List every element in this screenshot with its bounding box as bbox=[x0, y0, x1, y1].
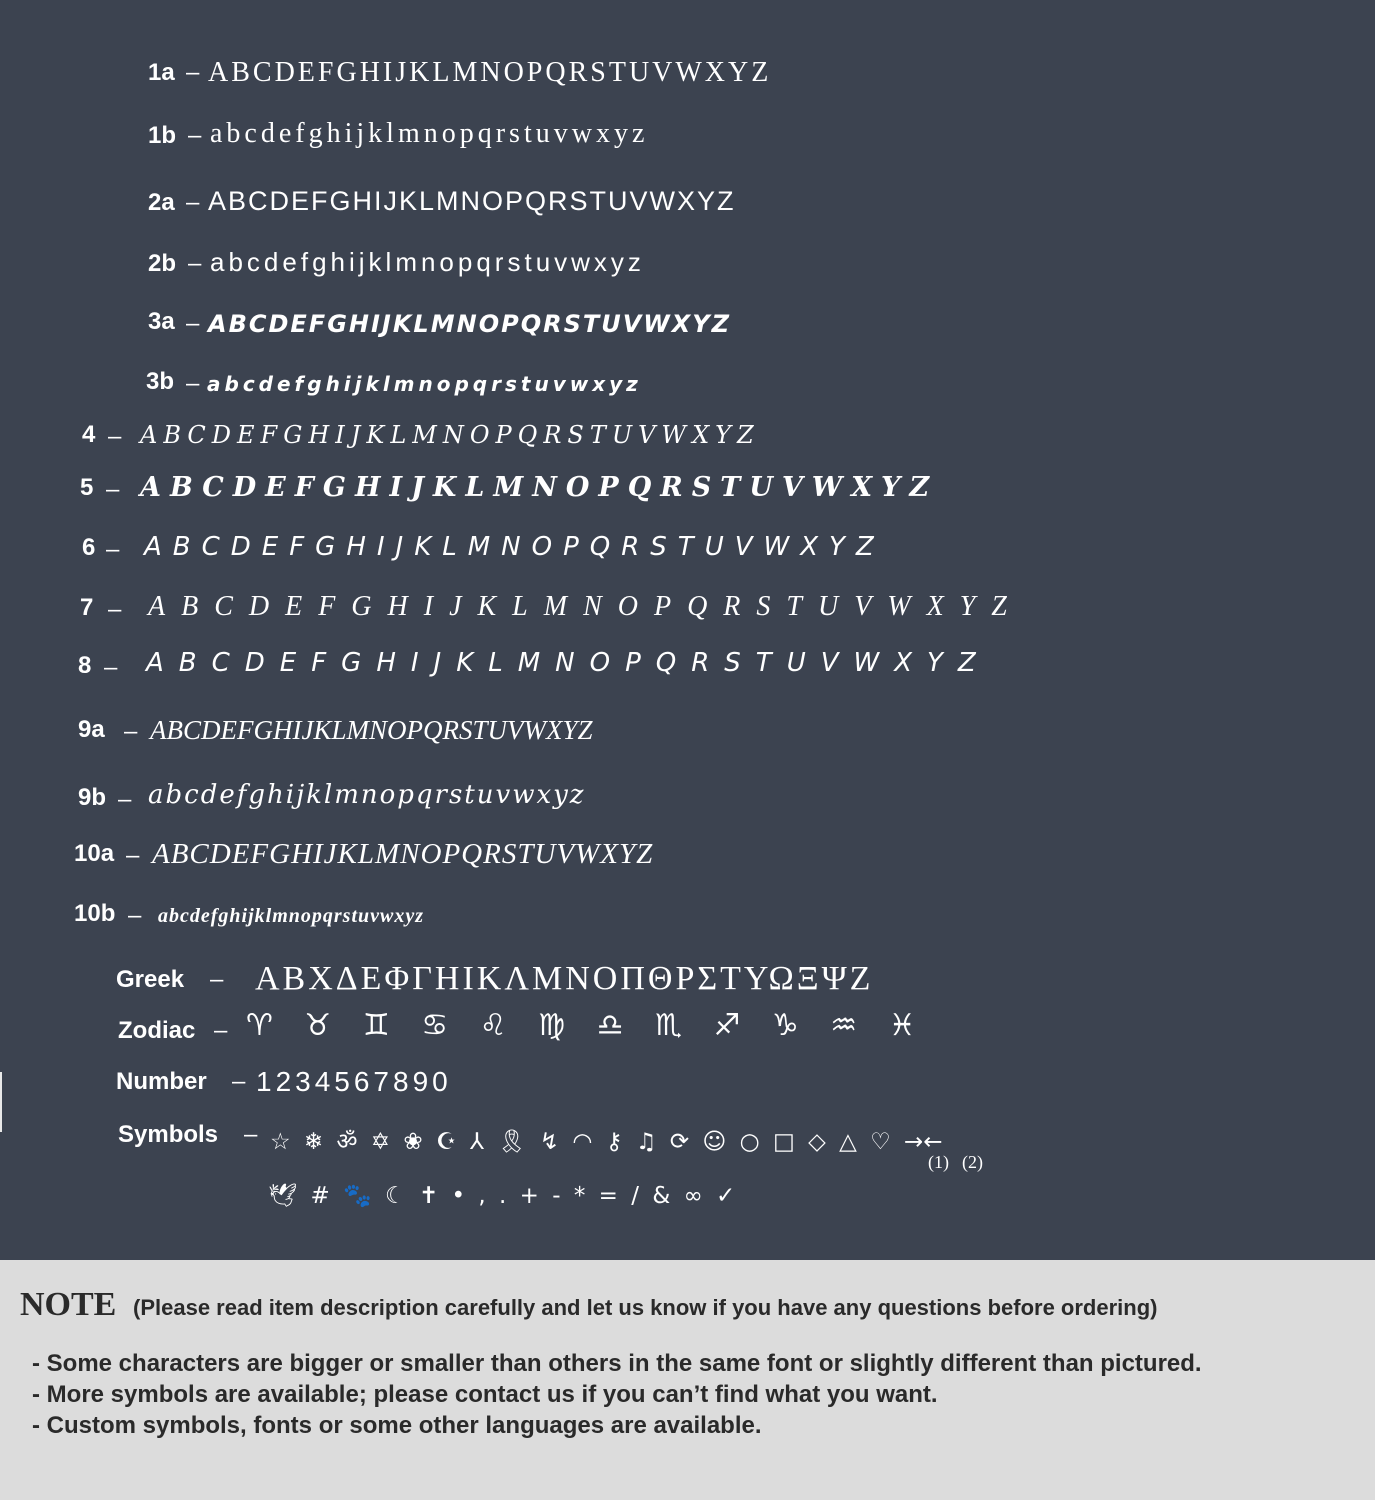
font-sample: abcdefghijklmnopqrstuvwxyz bbox=[158, 905, 425, 927]
separator-dash: – bbox=[244, 1121, 258, 1148]
font-sample: ABCDEFGHIJKLMNOPQRSTUVWXYZ bbox=[208, 310, 732, 338]
font-sample: ABCDEFGHIJKLMNOPQRSTUVWXYZ bbox=[146, 648, 991, 678]
font-sample: abcdefghijklmnopqrstuvwxyz bbox=[148, 780, 586, 810]
symbols-label: Symbols bbox=[118, 1121, 219, 1148]
arrow-left-note: (2) bbox=[962, 1152, 983, 1172]
font-label: 1a bbox=[148, 59, 175, 86]
font-label: 7 bbox=[80, 594, 94, 621]
left-edge-mark bbox=[0, 1072, 2, 1132]
font-label: 4 bbox=[82, 421, 96, 448]
font-label: 10b bbox=[74, 900, 116, 927]
font-sample: ABCDEFGHIJKLMNOPQRSTUVWXYZ bbox=[208, 186, 736, 216]
separator-dash: – bbox=[128, 902, 142, 929]
note-bullet: - Custom symbols, fonts or some other languages are available. bbox=[32, 1412, 762, 1439]
symbols-line-1: ☆ ❄ ॐ ✡ ❀ ☪ ⅄ 🎗 ↯ ◠ ⚷ ♫ ⟳ ☺ ○ □ ◇ △ ♡ →← bbox=[270, 1129, 943, 1155]
separator-dash: – bbox=[210, 966, 224, 993]
font-sample: abcdefghijklmnopqrstuvwxyz bbox=[207, 372, 642, 396]
font-label: 2a bbox=[148, 189, 175, 216]
separator-dash: – bbox=[118, 786, 132, 813]
font-label: 1b bbox=[148, 122, 177, 149]
font-label: 6 bbox=[82, 534, 96, 561]
separator-dash: – bbox=[188, 122, 202, 149]
separator-dash: – bbox=[106, 536, 120, 563]
font-sample: ABCDEFGHIJKLMNOPQRSTUVWXYZ bbox=[140, 472, 939, 503]
note-bullet: - More symbols are available; please contact us if you can’t find what you want. bbox=[32, 1381, 938, 1408]
greek-label: Greek bbox=[116, 966, 185, 993]
symbols-line-2: 🕊 # 🐾 ☾ ✝ • , . + - * = / & ∞ ✓ bbox=[268, 1183, 736, 1209]
font-sample: ABCDEFGHIJKLMNOPQRSTUVWXYZ bbox=[140, 421, 760, 449]
separator-dash: – bbox=[186, 370, 200, 397]
font-label: 9a bbox=[78, 716, 105, 743]
separator-dash: – bbox=[186, 189, 200, 216]
arrow-right-note: (1) bbox=[928, 1152, 949, 1172]
note-subtitle: (Please read item description carefully and let us know if you have any questions before ordering) bbox=[133, 1295, 1158, 1320]
separator-dash: – bbox=[186, 59, 200, 86]
zodiac-symbols: ♈ ♉ ♊ ♋ ♌ ♍ ♎ ♏ ♐ ♑ ♒ ♓ bbox=[246, 1008, 916, 1043]
font-label: 3a bbox=[148, 308, 175, 335]
font-sample: ABCDEFGHIJKLMNOPQRSTUVWXYZ bbox=[150, 715, 593, 745]
font-label: 9b bbox=[78, 784, 107, 811]
note-section bbox=[0, 1260, 1375, 1500]
font-label: 2b bbox=[148, 250, 177, 277]
font-sample: ABCDEFGHIJKLMNOPQRSTUVWXYZ bbox=[148, 591, 1023, 622]
greek-characters: ΑΒΧΔΕΦΓΗΙΚΛΜΝΟΠΘΡΣΤΥΩΞΨΖ bbox=[255, 960, 874, 997]
font-label: 8 bbox=[78, 652, 92, 679]
separator-dash: – bbox=[214, 1017, 228, 1044]
separator-dash: – bbox=[186, 310, 200, 337]
separator-dash: – bbox=[126, 842, 140, 869]
number-label: Number bbox=[116, 1068, 207, 1095]
separator-dash: – bbox=[108, 423, 122, 450]
zodiac-label: Zodiac bbox=[118, 1017, 196, 1044]
separator-dash: – bbox=[104, 654, 118, 681]
separator-dash: – bbox=[124, 718, 138, 745]
font-sample: abcdefghijklmnopqrstuvwxyz bbox=[210, 247, 645, 277]
font-sample: ABCDEFGHIJKLMNOPQRSTUVWXYZ bbox=[152, 838, 654, 870]
separator-dash: – bbox=[108, 596, 122, 623]
font-sample: abcdefghijklmnopqrstuvwxyz bbox=[210, 118, 649, 149]
note-title: NOTE bbox=[20, 1286, 117, 1323]
font-sample: ABCDEFGHIJKLMNOPQRSTUVWXYZ bbox=[144, 532, 885, 562]
font-label: 5 bbox=[80, 474, 94, 501]
note-bullet: - Some characters are bigger or smaller than others in the same font or slightly different than pictured. bbox=[32, 1350, 1202, 1377]
number-digits: 1234567890 bbox=[256, 1066, 452, 1097]
font-label: 10a bbox=[74, 840, 115, 867]
separator-dash: – bbox=[232, 1068, 246, 1095]
font-label: 3b bbox=[146, 368, 175, 395]
separator-dash: – bbox=[106, 476, 120, 503]
font-sample: ABCDEFGHIJKLMNOPQRSTUVWXYZ bbox=[208, 57, 772, 88]
separator-dash: – bbox=[188, 250, 202, 277]
